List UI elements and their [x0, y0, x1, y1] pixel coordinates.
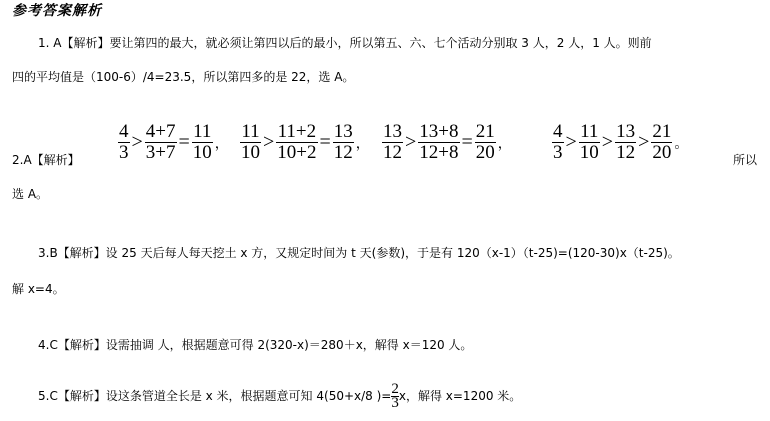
fraction: $\frac{13}{12}$ [333, 121, 353, 163]
q1-line1: 1. A【解析】要让第四的最大，就必须让第四以后的最小，所以第五、六、七个活动分别取 3 人，2 人，1 人。则前 [38, 36, 652, 50]
q5-text-before: 5.C【解析】设这条管道全长是 x 米，根据题意可知 4(50+x/8 )= [38, 389, 392, 403]
fraction: $\frac{11+2}{10+2}$ [277, 121, 317, 163]
fraction: $\frac{21}{20}$ [652, 121, 672, 163]
fraction: $\frac{13}{12}$ [616, 121, 636, 163]
q2-prefix: 2.A【解析】 [12, 153, 80, 167]
q2-equation-group-4: $\frac{4}{3}$ > $\frac{11}{10}$ > $\frac{13}{12}$ > $\frac{21}{20}$ 。 [553, 121, 689, 163]
q2-suffix: 所以 [733, 153, 758, 167]
q2-equation-group-2: $\frac{11}{10}$ > $\frac{11+2}{10+2}$ = $\frac{13}{12}$ ， [241, 121, 370, 163]
fraction: $\frac{13}{12}$ [383, 121, 402, 163]
q5-line1 [38, 383, 521, 410]
q2-line2: 选 A。 [12, 187, 49, 201]
fraction: $\frac{11}{10}$ [579, 121, 599, 163]
fraction: $\frac{4}{3}$ [119, 121, 129, 163]
q2-equation-group-1: $\frac{4}{3}$ > $\frac{4+7}{3+7}$ = $\frac{11}{10}$ ， [119, 121, 229, 163]
fraction: $\frac{13+8}{12+8}$ [419, 121, 459, 163]
fraction: $\frac{4}{3}$ [553, 121, 563, 163]
q2-equation-group-3: $\frac{13}{12}$ > $\frac{13+8}{12+8}$ = $\frac{21}{20}$ ， [383, 121, 512, 163]
fraction: $\frac{21}{20}$ [475, 121, 495, 163]
page-title: 参考答案解析 [12, 3, 102, 19]
q5-fraction: $\frac{2}{3}$ [391, 381, 399, 411]
fraction: $\frac{4+7}{3+7}$ [145, 121, 176, 163]
q3-line1: 3.B【解析】设 25 天后每人每天挖土 x 方，又规定时间为 t 天(参数)，于是有 120（x-1）（t-25)=(120-30)x（t-25)。 [38, 246, 680, 260]
q5-text-after: x，解得 x=1200 米。 [398, 389, 522, 403]
q1-line2: 四的平均值是（100-6）/4=23.5，所以第四多的是 22，选 A。 [12, 70, 355, 84]
q4-line1: 4.C【解析】设需抽调 人，根据题意可得 2(320-x)＝280＋x，解得 x＝120 人。 [38, 338, 473, 352]
q3-line2: 解 x=4。 [12, 282, 65, 296]
fraction: $\frac{11}{10}$ [241, 121, 260, 163]
fraction: $\frac{11}{10}$ [192, 121, 212, 163]
